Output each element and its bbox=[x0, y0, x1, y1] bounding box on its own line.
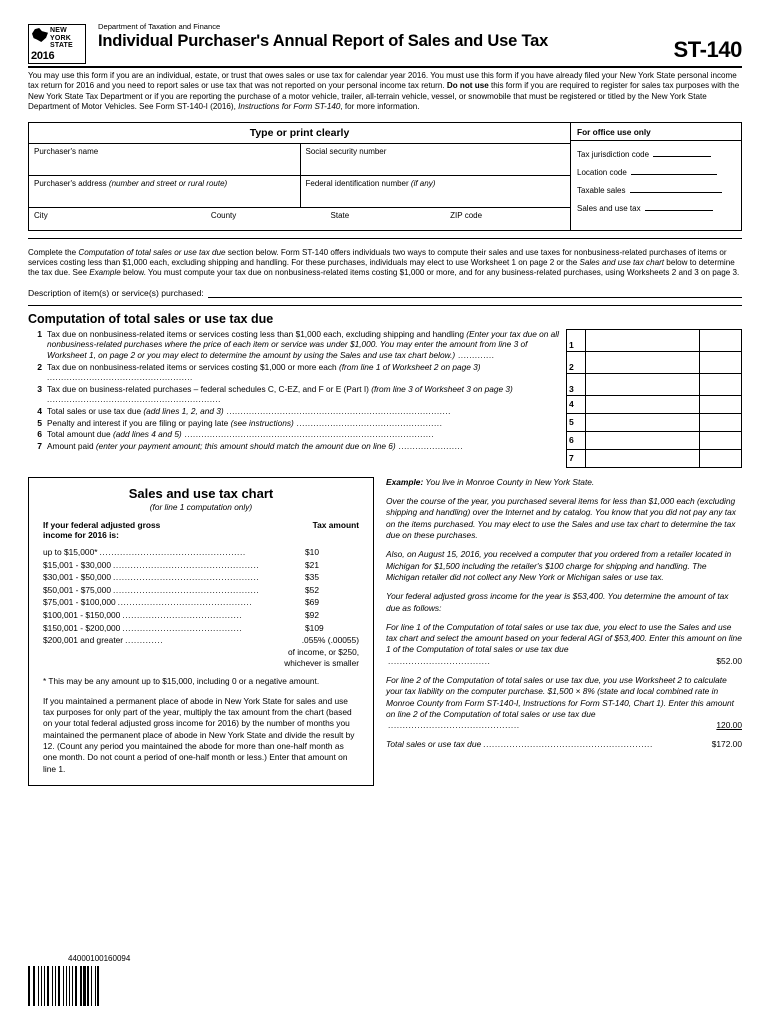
example-dots-3: .......................................................... bbox=[483, 739, 653, 750]
header-divider bbox=[28, 66, 742, 68]
chart-row-dots-2: .................................................. bbox=[113, 572, 260, 583]
chart-row-dots-3: .................................................. bbox=[113, 584, 260, 595]
fein-label: Federal identification number bbox=[305, 178, 409, 188]
example-paragraph-5: For line 2 of the Computation of total sales or use tax due, you use Worksheet 2 to calculate your tax liability on the computer purchase. $1,500 × 8% (state and local combined rate in Monroe County from Form ST-140-I, Instructions for Form ST-140, Chart 1). Enter this amount on line 2 of the Computation of total sales or use tax due bbox=[386, 675, 735, 719]
line-number-4: 4 bbox=[37, 406, 42, 416]
chart-row-label-0: up to $15,000* bbox=[43, 547, 98, 558]
chart-header-agi: If your federal adjusted gross income for 2016 is: bbox=[43, 519, 161, 541]
line-number-5: 5 bbox=[37, 417, 42, 428]
amount-box-dollars-2[interactable] bbox=[585, 351, 699, 373]
chart-row-dots-5: ......................................... bbox=[122, 610, 243, 620]
line-number-1: 1 bbox=[37, 328, 42, 339]
example-paragraph-2: Also, on August 15, 2016, you received a computer that you ordered from a retailer located in Michigan for $1,500 including the retailer's $100 charge for shipping and handling. The Michigan retailer did not collect any New York or Michigan sales or use tax. bbox=[386, 549, 732, 582]
amount-box-number-2: 2 bbox=[567, 351, 586, 373]
computation-line-3 bbox=[28, 384, 560, 405]
computation-line-6 bbox=[28, 429, 560, 440]
line-1-note: (Enter your tax due on all nonbusiness-related purchases where the price of each item or service was under $1,000. You may enter the amount from line 3 of Worksheet 1, on page 2 or you may elect to determine the amount by using the Sales and use tax chart below.) bbox=[47, 328, 559, 361]
chart-row-label-7: $200,001 and greater bbox=[43, 635, 124, 646]
county-field[interactable] bbox=[206, 208, 326, 230]
chart-subtitle: (for line 1 computation only) bbox=[149, 501, 253, 512]
chart-row-dots-4: .............................................. bbox=[117, 597, 253, 608]
form-header bbox=[28, 22, 742, 64]
amount-box-number-4: 4 bbox=[567, 395, 586, 413]
sales-and-use-tax-chart bbox=[28, 477, 374, 786]
chart-row-label-5: $100,001 - $150,000 bbox=[43, 610, 121, 620]
logo-line-3: STATE bbox=[50, 42, 73, 50]
amount-box-number-5: 5 bbox=[567, 413, 586, 431]
purchaser-name-field[interactable] bbox=[29, 144, 300, 175]
chart-row-amount-1: $21 bbox=[305, 559, 319, 570]
office-line-location-code[interactable] bbox=[571, 159, 741, 177]
line-4-text: Total sales or use tax due bbox=[47, 406, 144, 416]
line-4-note: (add lines 1, 2, and 3) bbox=[143, 406, 224, 416]
line-7-dots: ....................... bbox=[395, 440, 464, 451]
logo-line-2: YORK bbox=[50, 34, 72, 42]
amount-row-6 bbox=[567, 431, 742, 449]
amount-box-dollars-3[interactable] bbox=[585, 373, 699, 395]
ssn-field[interactable] bbox=[300, 144, 571, 175]
office-line-label-0: Tax jurisdiction code bbox=[577, 149, 650, 159]
amount-box-dollars-6[interactable] bbox=[585, 431, 699, 449]
chart-row-amount-0: $10 bbox=[305, 547, 319, 558]
chart-footnote: * This may be any amount up to $15,000, including 0 or a negative amount. bbox=[43, 675, 320, 686]
barcode bbox=[28, 966, 243, 1006]
logo-line-1: NEW bbox=[50, 27, 67, 34]
computation-line-7 bbox=[28, 441, 560, 452]
amount-box-dollars-5[interactable] bbox=[585, 413, 699, 431]
chart-row bbox=[43, 609, 359, 622]
chart-row bbox=[43, 546, 359, 559]
line-3-dots: .............................................................. bbox=[47, 394, 221, 405]
chart-title: Sales and use tax chart bbox=[128, 485, 274, 501]
county-label: County bbox=[210, 210, 237, 220]
example-section bbox=[374, 477, 742, 786]
office-line-rule-0 bbox=[653, 148, 711, 157]
chart-row-amount-2: $35 bbox=[305, 572, 319, 583]
chart-partial-year-paragraph: If you maintained a permanent place of abode in New York State for sales and use tax purposes for only part of the year, multiply the tax amount from the chart (based on your total federal adjusted gross income for 2016) by the number of months you maintained the permanent place of abode in New York State and divide the result by 12. (Count any period you maintained the abode for more than one-half month as one month. Do not count a period of one-half month or less.) Enter that amount on line 1. bbox=[43, 695, 355, 774]
amount-row-3 bbox=[567, 373, 742, 395]
line-3-text: Tax due on business-related purchases – federal schedules C, C-EZ, and F or E (Part I) bbox=[47, 383, 372, 394]
example-heading bbox=[386, 477, 742, 488]
description-of-items-rule bbox=[208, 288, 742, 298]
description-of-items-label: Description of item(s) or service(s) purchased: bbox=[28, 287, 204, 298]
form-footer bbox=[28, 954, 742, 1006]
logo-year: 2016 bbox=[31, 50, 55, 62]
line-1-text: Tax due on nonbusiness-related items or services costing less than $1,000 each, excluding shipping and handling bbox=[47, 328, 467, 339]
example-paragraph-1: Over the course of the year, you purchased several items for less than $1,000 each (excluding shipping and handling) over the Internet and by catalog. You know that you did not pay any tax on the items purchased. You may elect to use the Sales and use tax chart to determine the tax due on these purchases. bbox=[386, 496, 736, 541]
chart-row bbox=[43, 559, 359, 572]
page-title: Individual Purchaser's Annual Report of Sales and Use Tax bbox=[98, 32, 549, 50]
office-line-rule-3 bbox=[645, 202, 713, 211]
zip-field[interactable] bbox=[445, 208, 570, 230]
amount-row-1 bbox=[567, 329, 742, 351]
purchaser-address-field[interactable] bbox=[29, 176, 300, 207]
line-number-6: 6 bbox=[37, 429, 42, 440]
office-use-title: For office use only bbox=[571, 123, 741, 141]
office-line-rule-2 bbox=[630, 184, 722, 193]
amount-box-number-3: 3 bbox=[567, 373, 586, 395]
chart-header-tax-amount: Tax amount bbox=[312, 519, 359, 530]
line-7-text: Amount paid bbox=[47, 440, 96, 451]
office-line-label-3: Sales and use tax bbox=[577, 203, 641, 213]
chart-row-amount-6: $109 bbox=[305, 622, 324, 633]
computation-amount-boxes bbox=[566, 329, 742, 468]
amount-box-number-6: 6 bbox=[567, 431, 586, 449]
state-label: State bbox=[330, 210, 350, 220]
ssn-label: Social security number bbox=[305, 146, 387, 156]
purchaser-address-label: Purchaser's address bbox=[34, 178, 107, 188]
example-total-amount: $172.00 bbox=[711, 739, 742, 750]
line-6-text: Total amount due bbox=[47, 429, 113, 440]
office-use-block bbox=[570, 122, 742, 231]
amount-box-cents-4[interactable] bbox=[699, 395, 741, 413]
line-1-dots: ............. bbox=[455, 350, 495, 361]
line-5-dots: .................................................... bbox=[293, 417, 443, 428]
chart-row-dots-0: .................................................. bbox=[99, 547, 246, 558]
amount-box-table bbox=[566, 329, 742, 468]
fein-label-note: (if any) bbox=[410, 178, 436, 188]
line-number-3: 3 bbox=[37, 383, 42, 394]
chart-row-label-2: $30,001 - $50,000 bbox=[43, 572, 111, 583]
office-line-label-1: Location code bbox=[577, 167, 627, 177]
chart-column-headers bbox=[43, 520, 359, 541]
lower-section bbox=[28, 477, 742, 786]
computation-line-2 bbox=[28, 362, 560, 383]
chart-row-label-6: $150,001 - $200,000 bbox=[43, 622, 121, 633]
form-code: 44000100160094 bbox=[68, 954, 131, 963]
example-heading-label: Example: bbox=[386, 476, 424, 487]
amount-box-dollars-1[interactable] bbox=[585, 329, 699, 351]
amount-box-number-1: 1 bbox=[567, 329, 586, 351]
chart-row-label-1: $15,001 - $30,000 bbox=[43, 559, 111, 570]
purchaser-info-block bbox=[28, 122, 742, 231]
amount-box-cents-6[interactable] bbox=[699, 431, 741, 449]
line-number-2: 2 bbox=[37, 361, 42, 372]
chart-note-line-1: of income, or $250, bbox=[287, 646, 359, 657]
amount-box-cents-3[interactable] bbox=[699, 373, 741, 395]
example-dots-2: ............................................. bbox=[388, 720, 520, 731]
office-line-rule-1 bbox=[631, 166, 717, 175]
line-number-7: 7 bbox=[37, 440, 42, 451]
new-york-state-outline-icon bbox=[32, 28, 48, 42]
description-of-items-field[interactable] bbox=[28, 288, 742, 298]
chart-row-amount-7: .055% (.00055) bbox=[301, 635, 359, 646]
city-field[interactable] bbox=[29, 208, 206, 230]
line-6-note: (add lines 4 and 5) bbox=[112, 429, 182, 440]
department-name: Department of Taxation and Finance bbox=[98, 22, 221, 31]
example-amount-1: $52.00 bbox=[716, 655, 742, 666]
amount-box-dollars-4[interactable] bbox=[585, 395, 699, 413]
office-line-sales-and-use-tax[interactable] bbox=[571, 195, 741, 213]
example-total-label: Total sales or use tax due bbox=[386, 739, 482, 750]
chart-row bbox=[43, 584, 359, 597]
chart-row-amount-3: $52 bbox=[305, 584, 319, 595]
example-dots-1: ................................... bbox=[388, 655, 491, 666]
example-amount-2: 120.00 bbox=[716, 720, 742, 731]
line-5-text: Penalty and interest if you are filing or paying late bbox=[47, 417, 231, 428]
line-2-text: Tax due on nonbusiness-related items or services costing $1,000 or more each bbox=[47, 361, 339, 372]
example-total-line bbox=[386, 739, 742, 750]
chart-row-dots-7: ............. bbox=[125, 635, 164, 646]
chart-row bbox=[43, 622, 359, 635]
line-7-note: (enter your payment amount; this amount should match the amount due on line 6) bbox=[95, 440, 396, 451]
zip-label: ZIP code bbox=[450, 210, 483, 220]
computation-line-1 bbox=[28, 329, 560, 361]
amount-box-cents-7[interactable] bbox=[699, 449, 741, 467]
city-label: City bbox=[34, 210, 48, 220]
chart-row bbox=[43, 634, 359, 647]
line-2-dots: .................................................... bbox=[47, 372, 193, 383]
chart-row-dots-1: .................................................. bbox=[113, 559, 260, 570]
fein-field[interactable] bbox=[300, 176, 571, 207]
example-paragraph-4: For line 1 of the Computation of total sales or use tax due, you elect to use the Sales and use tax chart and select the amount based on your federal AGI of $53,400. Enter this amount on line 1 of the Computation of total sales or use tax due bbox=[386, 621, 742, 655]
purchaser-name-label: Purchaser's name bbox=[34, 146, 99, 156]
intro-paragraph: You may use this form if you are an individual, estate, or trust that owes sales or use tax for calendar year 2016. You must use this form if you have already filed your New York State personal income tax return for 2016 and you need to report sales or use tax that was not reported on your personal income tax return. Do not use this form if you are required to register for sales tax purposes with the New York State Tax Department or if you are reporting the purchase of a motor vehicle, trailer, all-terrain vehicle, vessel, or snowmobile that must be registered or titled by the New York State Department of Motor Vehicles. See Form ST-140-I (2016), Instructions for Form ST-140, for more information. bbox=[28, 71, 740, 112]
purchaser-address-label-note: (number and street or rural route) bbox=[108, 178, 228, 188]
example-heading-rest: You live in Monroe County in New York State. bbox=[423, 476, 595, 487]
amount-box-dollars-7[interactable] bbox=[585, 449, 699, 467]
line-5-note: (see instructions) bbox=[230, 417, 294, 428]
example-paragraph-3: Your federal adjusted gross income for the year is $53,400. You determine the amount of tax due as follows: bbox=[386, 591, 729, 613]
amount-box-cents-5[interactable] bbox=[699, 413, 741, 431]
computation-line-5 bbox=[28, 418, 560, 429]
amount-row-2 bbox=[567, 351, 742, 373]
chart-row-amount-5: $92 bbox=[305, 610, 319, 620]
office-line-taxable-sales[interactable] bbox=[571, 177, 741, 195]
form-number: ST-140 bbox=[673, 37, 742, 62]
state-field[interactable] bbox=[326, 208, 446, 230]
amount-row-7 bbox=[567, 449, 742, 467]
computation-section bbox=[28, 329, 742, 468]
section-divider-1 bbox=[28, 238, 742, 239]
section-divider-2 bbox=[28, 305, 742, 306]
chart-row-label-3: $50,001 - $75,000 bbox=[43, 584, 111, 595]
chart-row-amount-4: $69 bbox=[305, 597, 319, 608]
line-2-note: (from line 1 of Worksheet 2 on page 3) bbox=[338, 361, 481, 372]
line-4-dots: ................................................................................ bbox=[223, 406, 451, 416]
office-line-tax-jurisdiction[interactable] bbox=[571, 141, 741, 159]
chart-note-line-2: whichever is smaller bbox=[284, 657, 359, 668]
computation-line-4 bbox=[28, 406, 560, 417]
chart-row bbox=[43, 571, 359, 584]
line-3-note: (from line 3 of Worksheet 3 on page 3) bbox=[371, 383, 513, 394]
amount-row-5 bbox=[567, 413, 742, 431]
ny-state-logo bbox=[28, 22, 90, 64]
amount-box-cents-2[interactable] bbox=[699, 351, 741, 373]
line-6-dots: ......................................................................................... bbox=[181, 429, 435, 440]
chart-row-label-4: $75,001 - $100,000 bbox=[43, 597, 116, 608]
chart-row-dots-6: ......................................... bbox=[122, 622, 243, 633]
type-or-print-heading: Type or print clearly bbox=[249, 126, 350, 139]
computation-section-title: Computation of total sales or use tax due bbox=[28, 311, 274, 326]
complete-instructions-paragraph: Complete the Computation of total sales or use tax due section below. Form ST-140 offers individuals two ways to compute their sales and use taxes for nonbusiness-related purchases of items or services costing less than $1,000 each, excluding shipping and handling. For these purchases, individuals may elect to use Worksheet 1 on page 2 or the Sales and use tax chart below to determine the tax due. See Example below. You must compute your tax due on nonbusiness-related items costing $1,000 or more, and for any business-related purchases, using Worksheets 2 and 3 on page 3. bbox=[28, 247, 740, 278]
amount-box-number-7: 7 bbox=[567, 449, 586, 467]
chart-row bbox=[43, 596, 359, 609]
amount-row-4 bbox=[567, 395, 742, 413]
amount-box-cents-1[interactable] bbox=[699, 329, 741, 351]
office-line-label-2: Taxable sales bbox=[577, 185, 626, 195]
